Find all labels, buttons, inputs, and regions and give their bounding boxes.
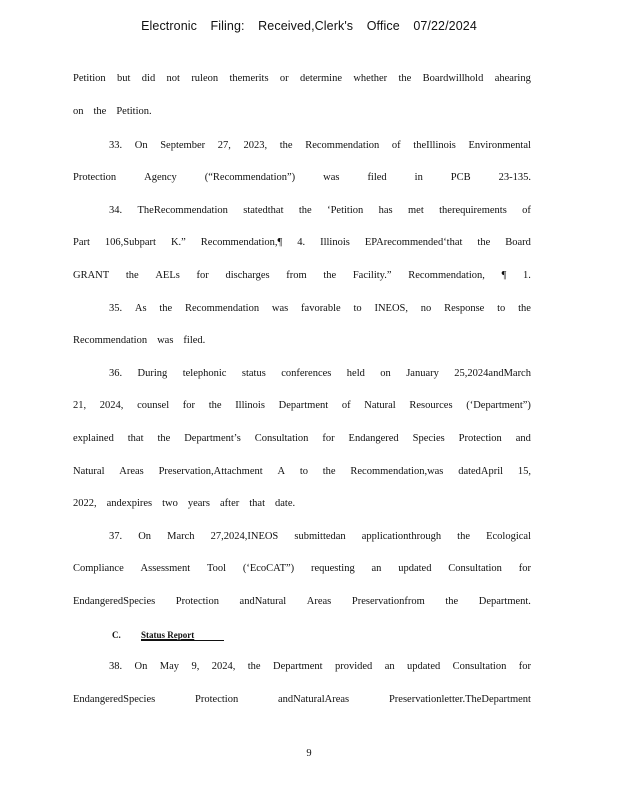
word: of bbox=[522, 205, 531, 216]
word: EPArecommended‘that bbox=[364, 237, 463, 248]
word: for bbox=[518, 661, 531, 672]
word: the bbox=[398, 73, 412, 84]
word: whether bbox=[353, 73, 388, 84]
word: after bbox=[220, 498, 240, 509]
word: updated bbox=[407, 661, 441, 672]
word: andNaturalAreas bbox=[278, 694, 350, 705]
word: the bbox=[323, 270, 337, 281]
word: Protection bbox=[195, 694, 239, 705]
word: Protection bbox=[175, 596, 219, 607]
word: As bbox=[134, 303, 147, 314]
section-letter: C. bbox=[112, 630, 121, 640]
word: of bbox=[391, 140, 401, 151]
word: Natural bbox=[364, 400, 396, 411]
word: did bbox=[141, 73, 156, 84]
word: Tool bbox=[206, 563, 227, 574]
word: updated bbox=[398, 563, 432, 574]
word: (“Recommendation”) bbox=[204, 172, 296, 183]
word: Consultation bbox=[254, 433, 309, 444]
word: for bbox=[182, 400, 196, 411]
word: INEOS, bbox=[374, 303, 408, 314]
body-line bbox=[73, 433, 531, 444]
word: the bbox=[322, 466, 336, 477]
word: theIllinois bbox=[413, 140, 456, 151]
paragraph-36-line bbox=[109, 368, 531, 379]
word: an bbox=[384, 661, 395, 672]
word: the bbox=[518, 303, 531, 314]
body-line bbox=[73, 237, 531, 248]
word: the bbox=[477, 237, 491, 248]
word: discharges bbox=[225, 270, 270, 281]
word: Consultation bbox=[452, 661, 507, 672]
word: that bbox=[249, 498, 265, 509]
word: Agency bbox=[144, 172, 177, 183]
word: filed. bbox=[183, 335, 206, 346]
word: for bbox=[322, 433, 335, 444]
word: Board bbox=[505, 237, 531, 248]
paragraph-34-line bbox=[109, 205, 531, 216]
word: GRANT bbox=[73, 270, 110, 281]
word: was bbox=[271, 303, 289, 314]
word: applicationthrough bbox=[361, 531, 442, 542]
word: favorable bbox=[301, 303, 341, 314]
section-title: Status Report bbox=[141, 630, 224, 641]
body-line bbox=[73, 498, 531, 509]
word: Areas bbox=[119, 466, 144, 477]
word: A bbox=[277, 466, 286, 477]
word: On bbox=[134, 140, 148, 151]
body-line bbox=[73, 172, 531, 183]
word: Recommendation bbox=[305, 140, 380, 151]
word: Preservation,Attachment bbox=[158, 466, 263, 477]
word: (‘Department”) bbox=[466, 400, 531, 411]
word: the bbox=[298, 205, 312, 216]
paragraph-37-line bbox=[109, 531, 531, 542]
word: provided bbox=[334, 661, 373, 672]
page-number: 9 bbox=[306, 748, 312, 759]
word: Illinois bbox=[320, 237, 350, 248]
paragraph-38-line bbox=[109, 661, 531, 672]
body-line bbox=[73, 400, 531, 411]
word: no bbox=[420, 303, 432, 314]
word: 106,Subpart bbox=[104, 237, 156, 248]
word: Compliance bbox=[73, 563, 124, 574]
word: datedApril bbox=[458, 466, 504, 477]
body-line bbox=[73, 563, 531, 574]
word: Department bbox=[278, 400, 329, 411]
word: to bbox=[497, 303, 506, 314]
word: Petition bbox=[73, 73, 106, 84]
word: but bbox=[117, 73, 131, 84]
word: Part bbox=[73, 237, 90, 248]
word: Recommendation bbox=[185, 303, 260, 314]
body-line bbox=[73, 106, 531, 117]
word: EndangeredSpecies bbox=[73, 694, 156, 705]
word: the bbox=[279, 140, 293, 151]
word: themerits bbox=[229, 73, 269, 84]
word: Recommendation,¶ bbox=[200, 237, 283, 248]
word: and bbox=[515, 433, 531, 444]
word: 23-135. bbox=[498, 172, 531, 183]
word: filed bbox=[367, 172, 387, 183]
word: statedthat bbox=[243, 205, 284, 216]
word: the bbox=[208, 400, 222, 411]
word: 21, bbox=[73, 400, 87, 411]
paragraph-33-line bbox=[109, 140, 531, 151]
word: Areas bbox=[306, 596, 332, 607]
word: the bbox=[247, 661, 261, 672]
word: 4. bbox=[297, 237, 306, 248]
word: Assessment bbox=[140, 563, 191, 574]
word: Protection bbox=[73, 172, 117, 183]
word: 9, bbox=[191, 661, 200, 672]
word: Recommendation, bbox=[408, 270, 485, 281]
word: 36. bbox=[109, 368, 123, 379]
word: telephonic bbox=[182, 368, 227, 379]
word: the bbox=[157, 433, 171, 444]
word: an bbox=[371, 563, 382, 574]
word: AELs bbox=[155, 270, 180, 281]
word: ahearing bbox=[494, 73, 531, 84]
word: 2023, bbox=[243, 140, 268, 151]
word: During bbox=[137, 368, 168, 379]
word: Endangered bbox=[348, 433, 399, 444]
word: the bbox=[125, 270, 139, 281]
word: PCB bbox=[450, 172, 471, 183]
word: was bbox=[323, 172, 340, 183]
word: 2024, bbox=[211, 661, 236, 672]
word: submittedan bbox=[294, 531, 346, 542]
word: Environmental bbox=[468, 140, 531, 151]
word: on bbox=[380, 368, 391, 379]
word: held bbox=[346, 368, 365, 379]
word: 37. bbox=[109, 531, 123, 542]
word: conferences bbox=[281, 368, 332, 379]
word: Department. bbox=[478, 596, 531, 607]
word: 25,2024andMarch bbox=[454, 368, 531, 379]
word: Consultation bbox=[448, 563, 502, 574]
word: Protection bbox=[458, 433, 502, 444]
word: Boardwillhold bbox=[422, 73, 484, 84]
word: Preservationletter.TheDepartment bbox=[388, 694, 531, 705]
body-line bbox=[73, 335, 531, 346]
word: 38. bbox=[109, 661, 123, 672]
word: TheRecommendation bbox=[137, 205, 228, 216]
word: from bbox=[286, 270, 307, 281]
body-line bbox=[73, 270, 531, 281]
body-line bbox=[73, 73, 531, 84]
word: therequirements bbox=[439, 205, 507, 216]
word: Ecological bbox=[486, 531, 531, 542]
word: Natural bbox=[73, 466, 105, 477]
word: status bbox=[241, 368, 266, 379]
word: to bbox=[299, 466, 308, 477]
word: 35. bbox=[109, 303, 123, 314]
word: Facility.” bbox=[352, 270, 392, 281]
word: EndangeredSpecies bbox=[73, 596, 156, 607]
word: Recommendation,was bbox=[350, 466, 444, 477]
word: requesting bbox=[310, 563, 355, 574]
word: andNatural bbox=[239, 596, 287, 607]
word: in bbox=[414, 172, 423, 183]
paragraph-35-line bbox=[109, 303, 531, 314]
word: September bbox=[160, 140, 206, 151]
word: 27,2024,INEOS bbox=[210, 531, 279, 542]
word: years bbox=[187, 498, 211, 509]
word: On bbox=[134, 661, 148, 672]
word: met bbox=[408, 205, 424, 216]
word: K.” bbox=[170, 237, 186, 248]
word: that bbox=[127, 433, 144, 444]
filing-header: Electronic Filing: Received,Clerk's Office 07/22/2024 bbox=[141, 19, 477, 33]
word: two bbox=[162, 498, 178, 509]
word: date. bbox=[275, 498, 296, 509]
word: the bbox=[445, 596, 459, 607]
word: on bbox=[73, 106, 84, 117]
word: ‘Petition bbox=[327, 205, 364, 216]
word: andexpires bbox=[106, 498, 153, 509]
word: for bbox=[518, 563, 531, 574]
word: Recommendation bbox=[73, 335, 148, 346]
word: 2024, bbox=[99, 400, 124, 411]
body-line bbox=[73, 694, 531, 705]
word: the bbox=[457, 531, 470, 542]
word: counsel bbox=[137, 400, 170, 411]
word: January bbox=[406, 368, 439, 379]
word: for bbox=[196, 270, 209, 281]
word: Preservationfrom bbox=[351, 596, 425, 607]
word: determine bbox=[300, 73, 342, 84]
word: Illinois bbox=[235, 400, 265, 411]
word: of bbox=[341, 400, 351, 411]
word: 27, bbox=[217, 140, 231, 151]
word: has bbox=[378, 205, 393, 216]
word: (‘EcoCAT”) bbox=[242, 563, 295, 574]
word: Department’s bbox=[184, 433, 241, 444]
body-line bbox=[73, 466, 531, 477]
word: the bbox=[93, 106, 107, 117]
word: Resources bbox=[409, 400, 453, 411]
word: 34. bbox=[109, 205, 123, 216]
word: 33. bbox=[109, 140, 123, 151]
word: March bbox=[167, 531, 195, 542]
word: May bbox=[159, 661, 180, 672]
word: not bbox=[166, 73, 180, 84]
word: to bbox=[353, 303, 362, 314]
word: ¶ bbox=[501, 270, 507, 281]
word: or bbox=[279, 73, 289, 84]
word: On bbox=[138, 531, 152, 542]
section-heading bbox=[112, 630, 224, 641]
word: 1. bbox=[523, 270, 531, 281]
word: Department bbox=[272, 661, 323, 672]
word: Response bbox=[444, 303, 485, 314]
word: 15, bbox=[517, 466, 531, 477]
word: the bbox=[159, 303, 173, 314]
word: was bbox=[157, 335, 174, 346]
word: Species bbox=[412, 433, 445, 444]
word: 2022, bbox=[73, 498, 97, 509]
body-line bbox=[73, 596, 531, 607]
word: explained bbox=[73, 433, 114, 444]
word: ruleon bbox=[191, 73, 219, 84]
word: Petition. bbox=[116, 106, 152, 117]
